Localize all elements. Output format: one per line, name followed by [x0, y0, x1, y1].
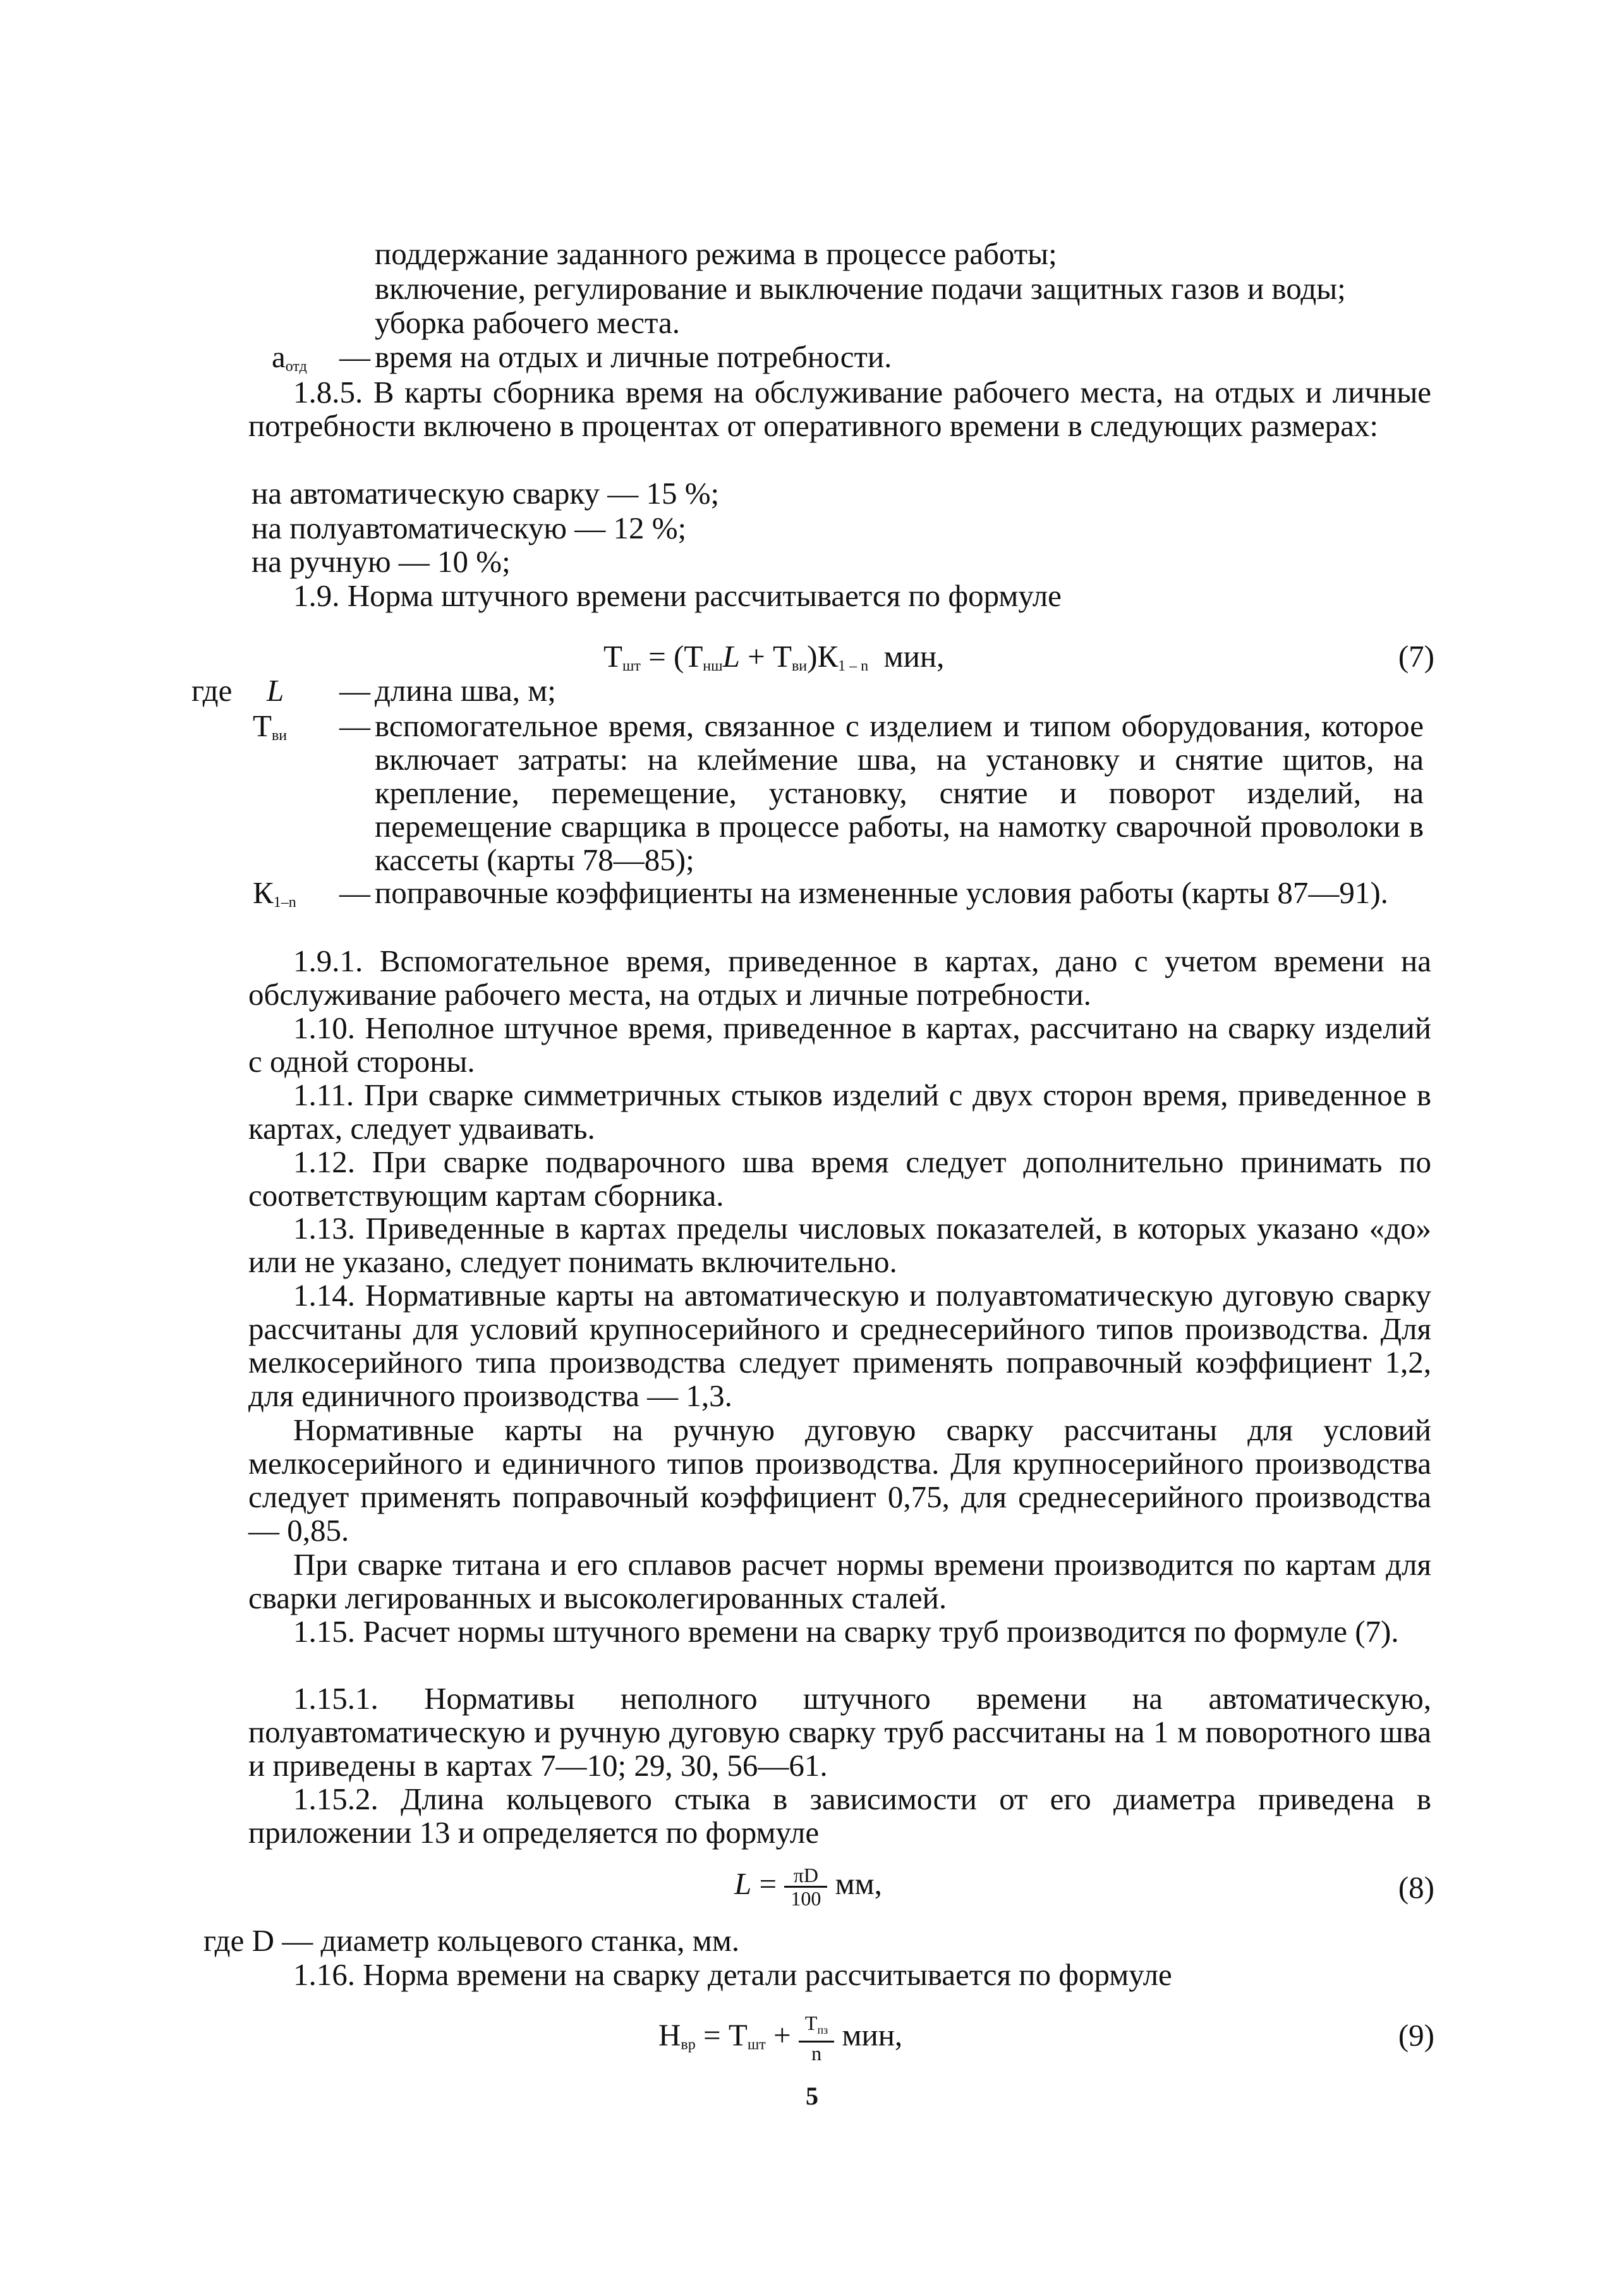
- list-item-mode: поддержание заданного режима в процессе работы;: [375, 236, 1057, 271]
- paragraph-1-15-1: 1.15.1. Нормативы неполного штучного времени на автоматическую, полуавтоматическую и ручную дуговую сварку труб рассчитаны на 1 м поворотного шва и приведены в картах 7—10; 29, 30, 56—61.: [248, 1681, 1431, 1783]
- paragraph-1-15-2: 1.15.2. Длина кольцевого стыка в зависимости от его диаметра приведена в приложении 13 и определяется по формуле: [248, 1782, 1431, 1850]
- a-otd-text: время на отдых и личные потребности.: [375, 339, 892, 374]
- formula-9-fraction: $\frac{Т_{пз}}{n}$: [799, 2012, 834, 2064]
- rate-semiautomatic: на полуавтоматическую — 12 %;: [251, 511, 687, 545]
- a-otd-dash: —: [339, 339, 370, 374]
- paragraph-1-12: 1.12. При сварке подварочного шва время следует дополнительно принимать по соответствующим картам сборника.: [248, 1144, 1431, 1213]
- a-otd-term: $а_{отд}$: [272, 339, 307, 375]
- where-L-text: длина шва, м;: [375, 673, 556, 708]
- rate-manual: на ручную — 10 %;: [251, 544, 511, 579]
- where-Tvi-dash: —: [339, 708, 370, 743]
- paragraph-1-14: 1.14. Нормативные карты на автоматическую и полуавтоматическую дуговую сварку рассчитаны для условий крупносерийного и среднесерийного типов производства. Для мелкосерийного типа производства следует применять поправочный коэффициент 1,2, для единичного производства — 1,3.: [248, 1278, 1431, 1413]
- formula-9-number: (9): [1398, 2018, 1434, 2053]
- where-Tvi-term: $Т_{ви}$: [253, 708, 288, 744]
- paragraph-1-9-1: 1.9.1. Вспомогательное время, приведенное в картах, дано с учетом времени на обслуживание рабочего места, на отдых и личные потребности.: [248, 944, 1431, 1012]
- where-K-term: $К_{1-n}$: [253, 875, 296, 911]
- list-item-cleanup: уборка рабочего места.: [375, 305, 681, 340]
- paragraph-1-16: 1.16. Норма времени на сварку детали рассчитывается по формуле: [293, 1957, 1172, 1992]
- formula-7-number: (7): [1398, 639, 1434, 674]
- list-item-gas: включение, регулирование и выключение подачи защитных газов и воды;: [375, 271, 1346, 306]
- paragraph-1-15: 1.15. Расчет нормы штучного времени на сварку труб производится по формуле (7).: [293, 1614, 1399, 1649]
- paragraph-manual-arc: Нормативные карты на ручную дуговую сварку рассчитаны для условий мелкосерийного и единичного типов производства. Для крупносерийного производства следует применять поправочный коэффициент 0,75, для среднесерийного производства — 0,85.: [248, 1412, 1431, 1548]
- paragraph-1-13: 1.13. Приведенные в картах пределы числовых показателей, в которых указано «до» или не указано, следует понимать включительно.: [248, 1211, 1431, 1279]
- where-label: где: [191, 673, 233, 708]
- where-L-dash: —: [339, 673, 370, 708]
- where-K-dash: —: [339, 875, 370, 910]
- where-K-text: поправочные коэффициенты на измененные условия работы (карты 87—91).: [375, 875, 1388, 910]
- paragraph-titanium: При сварке титана и его сплавов расчет нормы времени производится по картам для сварки легированных и высоколегированных сталей.: [248, 1547, 1431, 1615]
- formula-8: L = $\frac{\pi D}{100}$ мм,: [734, 1864, 882, 1910]
- paragraph-1-11: 1.11. При сварке симметричных стыков изделий с двух сторон время, приведенное в картах, следует удваивать.: [248, 1078, 1431, 1146]
- where-L-term: L: [267, 673, 284, 708]
- paragraph-1-10: 1.10. Неполное штучное время, приведенное в картах, рассчитано на сварку изделий с одной стороны.: [248, 1011, 1431, 1079]
- paragraph-1-9: 1.9. Норма штучного времени рассчитывается по формуле: [293, 578, 1062, 613]
- formula-7: $Т_{шт} = (Т_{нш}L + Т_{ви})К_{1 - n}$ мин,: [603, 639, 945, 674]
- where-Tvi-text: вспомогательное время, связанное с изделием и типом оборудования, которое включает затраты: на клеймение шва, на установку и снятие щитов, на крепление, перемещение, установку, снятие и поворот изделий, на перемещение сварщика в процессе работы, на намотку сварочной проволоки в кассеты (карты 78—85);: [375, 708, 1424, 877]
- page-number: 5: [806, 2082, 818, 2110]
- where-diameter: где D — диаметр кольцевого станка, мм.: [203, 1923, 740, 1958]
- formula-9: $Н_{вр} = Т_{шт}$ + $\frac{Т_{пз}}{n}$ мин,: [658, 2012, 903, 2065]
- paragraph-1-8-5: 1.8.5. В карты сборника время на обслуживание рабочего места, на отдых и личные потребности включено в процентах от оперативного времени в следующих размерах:: [248, 375, 1431, 443]
- formula-8-fraction: $\frac{\pi D}{100}$: [784, 1864, 827, 1909]
- rate-automatic: на автоматическую сварку — 15 %;: [251, 476, 720, 511]
- formula-8-number: (8): [1398, 1870, 1434, 1905]
